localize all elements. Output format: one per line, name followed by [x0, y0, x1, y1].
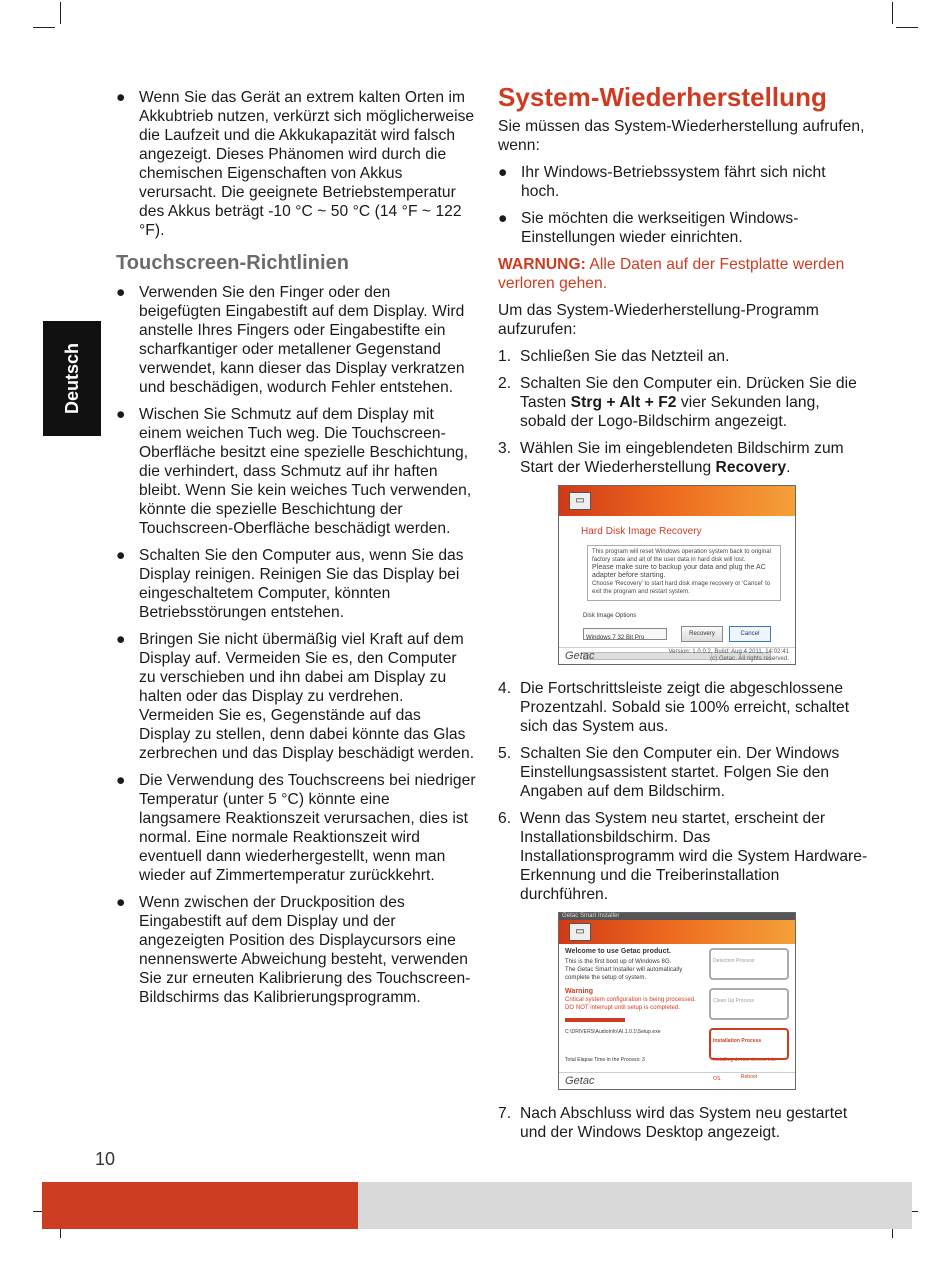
- laptop-icon: ▭: [569, 492, 591, 510]
- step-text: .: [786, 459, 791, 476]
- info-line: Please make sure to backup your data and plug the AC adapter before starting.: [592, 564, 766, 579]
- info-line: The Getac Smart Installer will automatically complete the setup of system.: [565, 967, 683, 981]
- step-text: Wählen Sie im eingeblendeten Bildschirm zum Start der Wiederherstellung: [520, 440, 844, 476]
- bullet-text: Wenn Sie das Gerät an extrem kalten Orten im Akkubtrieb nutzen, verkürzt sich möglicherweise die Laufzeit und die Akkukapazität wird falsch angezeigt. Dieses Phänomen wird durch die chemischen Eigenschaften von Akkus verursacht. Die geeignete Betriebstemperatur des Akkus beträgt -10 °C ~ 50 °C (14 °F ~ 122 °F).: [139, 89, 475, 239]
- welcome-text: Welcome to use Getac product.: [565, 948, 671, 955]
- step-item: [498, 809, 868, 904]
- bullet-icon: ●: [498, 210, 508, 227]
- driver-path: C:\DRIVERS\AudioInfo\AI.1.0.1\Setup.exe: [565, 1029, 661, 1035]
- installer-body: [559, 944, 795, 1091]
- bullet-text: Ihr Windows-Betriebssystem fährt sich nicht hoch.: [521, 164, 826, 200]
- page-number: 10: [95, 1149, 116, 1169]
- crop-mark: [60, 2, 61, 24]
- recovery-term: Recovery: [715, 459, 787, 476]
- installer-progress-bar: [565, 1018, 625, 1022]
- step-text: Nach Abschluss wird das System neu gestartet und der Windows Desktop angezeigt.: [520, 1105, 848, 1141]
- warning-paragraph: [498, 255, 868, 293]
- recovery-button[interactable]: Recovery: [681, 626, 723, 642]
- bullet-text: Wischen Sie Schmutz auf dem Display mit einem weichen Tuch weg. Die Touchscreen-Oberfläche besitzt eine spezielle Beschichtung, die verhindert, dass Schmutz auf ihr haften bleibt. Wenn Sie kein weiches Tuch verwenden, könnte die spezielle Beschichtung der Touchscreen-Oberfläche beschädigt werden.: [139, 406, 472, 537]
- conditions-bullet-list: [498, 163, 868, 247]
- bullet-icon: ●: [116, 89, 126, 106]
- steps-list-continued: [498, 679, 868, 904]
- bullet-icon: ●: [116, 631, 126, 648]
- bullet-icon: ●: [498, 164, 508, 181]
- info-line: This program will reset Windows operation system back to original factory state and all of the user data in hard disk will lost.: [592, 549, 771, 563]
- call-intro-paragraph: Um das System-Wiederherstellung-Programm aufzurufen:: [498, 302, 819, 338]
- list-item: [116, 630, 476, 763]
- screenshot-footer: [559, 647, 795, 664]
- section-title: System-Wiederherstellung: [498, 82, 827, 112]
- screenshot-body: [559, 516, 795, 668]
- steps-list: [498, 347, 868, 477]
- touchscreen-heading: Touchscreen-Richtlinien: [116, 252, 350, 274]
- detection-step: Detection Process: [709, 948, 789, 980]
- left-column: [116, 88, 476, 1015]
- step-number: 3.: [498, 440, 512, 457]
- list-item: [116, 893, 476, 1007]
- recovery-screenshot: [558, 485, 796, 665]
- step-text: Schließen Sie das Netzteil an.: [520, 348, 730, 365]
- step-number: 7.: [498, 1105, 512, 1122]
- list-item: [116, 283, 476, 397]
- installer-screenshot: [558, 912, 796, 1090]
- getac-logo: Getac: [565, 649, 595, 662]
- laptop-icon: ▭: [569, 923, 591, 941]
- recovery-info-box: [587, 545, 781, 601]
- installer-header: Getac Smart Installer: [559, 913, 795, 920]
- footer-band-gray: [358, 1182, 912, 1229]
- language-side-tab: [43, 321, 101, 436]
- installer-warning: Warning: [565, 988, 594, 995]
- step-text: Schalten Sie den Computer ein. Drücken Sie die Tasten: [520, 375, 857, 411]
- bullet-text: Die Verwendung des Touchscreens bei niedriger Temperatur (unter 5 °C) könnte eine langsamere Reaktionszeit verursachen, dies ist normal. Eine normale Reaktionszeit wird eventuell dann wiederhergestellt, wenn man wieder auf Zimmertemperatur zurückkehrt.: [139, 772, 476, 884]
- version-text: Version: 1.0.0.2, Build: Aug 4 2011, 14:02:41: [668, 649, 789, 655]
- disk-image-select[interactable]: Windows 7 32 Bit Pro: [583, 628, 667, 640]
- bullet-icon: ●: [116, 772, 126, 789]
- elapsed-time: Total Elapse Time in the Process: 3: [565, 1057, 645, 1063]
- step-item: [498, 679, 868, 736]
- step-item: [498, 439, 868, 477]
- bullet-text: Bringen Sie nicht übermäßig viel Kraft auf dem Display auf. Vermeiden Sie es, den Computer zu verschieben und ihn dabei am Display zu halten oder das Display zu verdrehen. Vermeiden Sie es, Gegenstände auf das Display zu stellen, denn dabei könnte das Glas zerbrechen und das Display beschädigt werden.: [139, 631, 475, 762]
- version-info: [668, 649, 789, 663]
- options-label: Disk Image Options: [583, 613, 637, 619]
- step-item: [498, 744, 868, 801]
- step-text: vier Sekunden lang, sobald der Logo-Bildschirm angezeigt.: [520, 394, 820, 430]
- list-item: [116, 88, 476, 240]
- steps-list-final: [498, 1104, 868, 1142]
- step-number: 2.: [498, 375, 512, 392]
- right-column: [498, 82, 868, 1150]
- language-label: Deutsch: [61, 342, 82, 415]
- bullet-icon: ●: [116, 547, 126, 564]
- warning-text: Alle Daten auf der Festplatte werden verloren gehen.: [498, 256, 845, 292]
- battery-bullet-list: [116, 88, 476, 240]
- info-line: Choose 'Recovery' to start hard disk image recovery or 'Cancel' to exit the program and restart system.: [592, 581, 771, 595]
- touchscreen-bullet-list: [116, 283, 476, 1007]
- recovery-dialog-title: Hard Disk Image Recovery: [581, 526, 702, 537]
- bullet-text: Sie möchten die werkseitigen Windows-Einstellungen wieder einrichten.: [521, 210, 799, 246]
- copyright-text: (c) Getac. All rights reserved.: [710, 656, 789, 662]
- bullet-icon: ●: [116, 284, 126, 301]
- getac-logo: Getac: [565, 1074, 595, 1087]
- installation-step-text: Installing device drivers into OS.: [713, 1057, 776, 1082]
- bullet-icon: ●: [116, 894, 126, 911]
- list-item: [498, 209, 868, 247]
- options-row: [583, 626, 787, 642]
- warning-label: WARNUNG:: [498, 256, 586, 273]
- installer-info: [565, 948, 703, 1087]
- key-combo: Strg + Alt + F2: [570, 394, 677, 411]
- step-number: 4.: [498, 680, 512, 697]
- step-item: [498, 347, 868, 366]
- crop-mark: [896, 27, 918, 28]
- list-item: [116, 546, 476, 622]
- intro-paragraph: Sie müssen das System-Wiederherstellung aufrufen, wenn:: [498, 118, 865, 154]
- info-line: This is the first boot up of Windows 8G.: [565, 959, 672, 965]
- cleanup-step: Clean Up Process: [709, 988, 789, 1020]
- bullet-text: Schalten Sie den Computer aus, wenn Sie das Display reinigen. Reinigen Sie das Display bei eingeschaltetem Computer, könnten Betriebsstörungen entstehen.: [139, 547, 464, 621]
- list-item: [498, 163, 868, 201]
- footer-band-red: [42, 1182, 358, 1229]
- installation-step-title: Installation Process: [713, 1038, 762, 1044]
- warning-line: Critical system configuration is being processed.: [565, 997, 696, 1003]
- step-number: 6.: [498, 810, 512, 827]
- warning-line: DO NOT interrupt until setup is completed.: [565, 1005, 681, 1011]
- step-item: [498, 1104, 868, 1142]
- step-text: Die Fortschrittsleiste zeigt die abgeschlossene Prozentzahl. Sobald sie 100% erreicht, schaltet sich das System aus.: [520, 680, 850, 735]
- list-item: [116, 405, 476, 538]
- installer-steps: [709, 948, 789, 1087]
- step-number: 5.: [498, 745, 512, 762]
- crop-mark: [892, 2, 893, 24]
- step-number: 1.: [498, 348, 512, 365]
- cancel-button[interactable]: Cancel: [729, 626, 771, 642]
- screenshot-footer: [559, 1072, 795, 1089]
- step-item: [498, 374, 868, 431]
- bullet-text: Verwenden Sie den Finger oder den beigefügten Eingabestift auf dem Display. Wird anstelle Ihres Fingers oder Eingabestifte ein scharfkantiger oder metallener Gegenstand verwendet, kann dieser das Display verkratzen und beschädigen, wodurch Fehler entstehen.: [139, 284, 465, 396]
- screenshot-banner: [559, 486, 795, 516]
- bullet-text: Wenn zwischen der Druckposition des Eingabestift auf dem Display und der angezeigten Position des Displaycursors eine nennenswerte Abweichung besteht, verwenden Sie zur erneuten Kalibrierung des Touchscreen-Bildschirms das Kalibrierungsprogramm.: [139, 894, 471, 1006]
- list-item: [116, 771, 476, 885]
- crop-mark: [33, 27, 55, 28]
- step-text: Schalten Sie den Computer ein. Der Windows Einstellungsassistent startet. Folgen Sie den Angaben auf dem Bildschirm.: [520, 745, 840, 800]
- reboot-label: Reboot: [740, 1074, 758, 1080]
- screenshot-banner: [559, 920, 795, 944]
- bullet-icon: ●: [116, 406, 126, 423]
- step-text: Wenn das System neu startet, erscheint der Installationsbildschirm. Das Installationsprogramm wird die System Hardware-Erkennung und die Treiberinstallation durchführen.: [520, 810, 868, 903]
